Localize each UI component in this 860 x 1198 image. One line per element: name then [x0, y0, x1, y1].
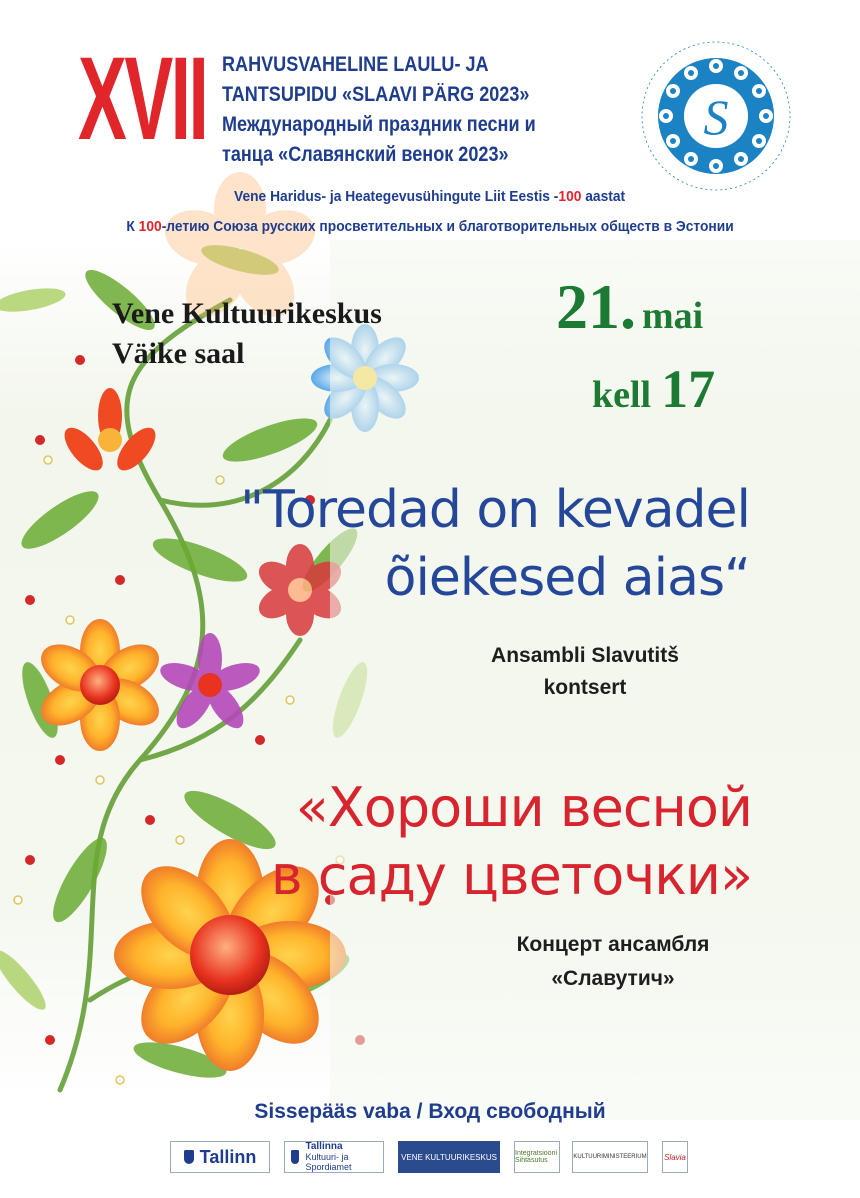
union-emblem-logo — [636, 36, 796, 196]
event-time — [592, 358, 715, 420]
performer-et-line: kontsert — [543, 676, 627, 699]
shield-icon — [184, 1150, 194, 1164]
concert-title-ru-line: «Хороши весной — [295, 776, 752, 839]
performer-et-line: Ansambli Slavutitš — [491, 644, 679, 667]
event-day: 21. — [556, 271, 636, 342]
concert-title-et — [240, 476, 750, 612]
festival-title-line: RAHVUSVAHELINE LAULU- JA — [222, 53, 489, 76]
slavia-logo: Slavia — [662, 1141, 688, 1173]
concert-title-ru-line: в саду цветочки» — [270, 844, 752, 907]
anniversary-ru-prefix: К — [126, 218, 139, 235]
anniversary-et-suffix: aastat — [581, 188, 626, 205]
anniversary-et-text: Vene Haridus- ja Heategevusühingute Liit Eestis - — [234, 188, 559, 205]
edition-number: XVII — [78, 33, 207, 165]
festival-title-line: танца «Славянский венок 2023» — [222, 143, 509, 166]
concert-title-ru — [271, 774, 752, 910]
performer-ru-line: «Славутич» — [551, 967, 675, 990]
festival-title-line: Международный праздник песни и — [222, 113, 536, 136]
anniversary-et-number: 100 — [558, 188, 582, 205]
anniversary-ru — [0, 218, 860, 235]
concert-title-et-line: "Toredad on kevadel — [240, 480, 750, 540]
admission-note: Sissepääs vaba / Вход свободный — [254, 1100, 606, 1123]
venue-hall: Väike saal — [112, 337, 245, 370]
anniversary-ru-number: 100 — [138, 218, 162, 235]
ministry-of-culture-logo: KULTUURIMINISTEERIUM — [572, 1141, 648, 1173]
performer-ru — [460, 928, 766, 996]
integration-foundation-logo: Integratsiooni Sihtasutus — [514, 1141, 560, 1173]
venue-name: Vene Kultuurikeskus — [112, 297, 382, 330]
time-hour: 17 — [661, 359, 716, 419]
concert-title-et-line: õiekesed aias“ — [384, 548, 750, 608]
tallinn-logo — [170, 1141, 270, 1173]
event-date — [556, 270, 703, 344]
anniversary-et — [0, 188, 860, 205]
time-word: kell — [592, 374, 652, 416]
event-month: mai — [642, 295, 704, 337]
festival-title — [222, 50, 642, 170]
venue — [112, 294, 382, 374]
tallinn-logo-text: Tallinn — [199, 1146, 257, 1167]
tallinn-culture-dept-logo — [284, 1141, 384, 1173]
anniversary-ru-text: -летию Союза русских просветительных и благотворительных обществ в Эстонии — [161, 218, 734, 235]
shield-icon — [291, 1150, 299, 1164]
emblem-letter: S — [703, 89, 729, 145]
tallinn-culture-dept-title: Tallinna — [305, 1141, 343, 1152]
festival-title-line: TANTSUPIDU «SLAAVI PÄRG 2023» — [222, 83, 530, 106]
performer-ru-line: Концерт ансамбля — [516, 933, 710, 956]
russian-culture-centre-logo: VENE KULTUURIKESKUS — [398, 1141, 500, 1173]
performer-et — [450, 640, 720, 704]
tallinn-culture-dept-sub: Kultuuri- ja Spordiamet — [305, 1152, 352, 1172]
